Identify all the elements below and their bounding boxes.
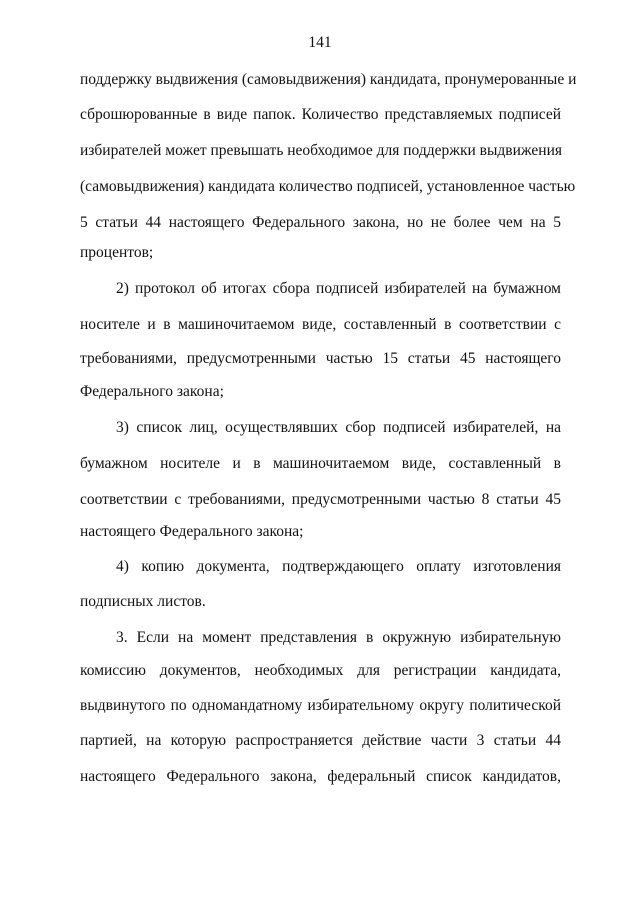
text-line: выдвинутого по одномандатному избирательному округу политической xyxy=(80,697,561,714)
text-line: избирателей может превышать необходимое для поддержки выдвижения xyxy=(80,142,562,159)
text-line: комиссию документов, необходимых для регистрации кандидата, xyxy=(80,662,561,679)
text-line: соответствии с требованиями, предусмотренными частью 8 статьи 45 xyxy=(80,491,561,508)
text-line: носителе и в машиночитаемом виде, составленный в соответствии с xyxy=(80,316,561,333)
text-line: настоящего Федерального закона; xyxy=(80,523,304,540)
text-line: настоящего Федерального закона, федеральный список кандидатов, xyxy=(80,768,561,785)
text-line: (самовыдвижения) кандидата количество подписей, установленное частью xyxy=(80,178,576,195)
text-line: 3) список лиц, осуществлявших сбор подписей избирателей, на xyxy=(116,419,561,436)
text-line: требованиями, предусмотренными частью 15 статьи 45 настоящего xyxy=(80,350,561,367)
text-line: 2) протокол об итогах сбора подписей избирателей на бумажном xyxy=(116,280,561,297)
text-line: сброшюрованные в виде папок. Количество представляемых подписей xyxy=(80,106,561,123)
text-line: подписных листов. xyxy=(80,593,206,610)
text-line: 4) копию документа, подтверждающего оплату изготовления xyxy=(116,558,561,575)
text-line: поддержку выдвижения (самовыдвижения) кандидата, пронумерованные и xyxy=(80,71,577,88)
text-line: 5 статьи 44 настоящего Федерального закона, но не более чем на 5 xyxy=(80,214,561,231)
text-line: партией, на которую распространяется действие части 3 статьи 44 xyxy=(80,732,561,749)
text-line: бумажном носителе и в машиночитаемом виде, составленный в xyxy=(80,455,561,472)
text-line: Федерального закона; xyxy=(80,383,224,400)
text-line: 3. Если на момент представления в окружную избирательную xyxy=(116,629,561,646)
text-line: процентов; xyxy=(80,244,154,261)
page-number: 141 xyxy=(308,34,332,51)
